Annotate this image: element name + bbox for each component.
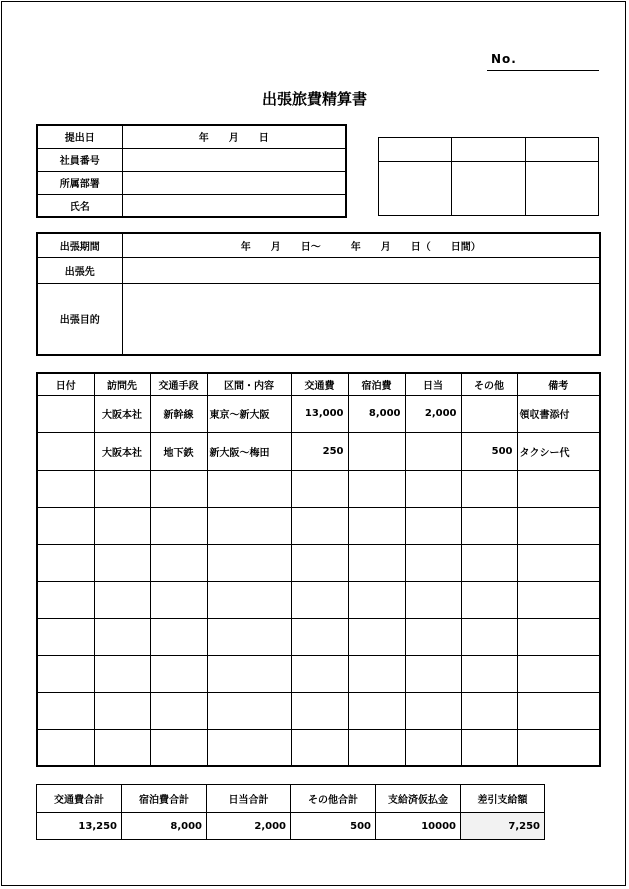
daily-cell[interactable] xyxy=(405,618,461,655)
table-row xyxy=(37,581,600,618)
section-cell[interactable] xyxy=(207,729,291,766)
total-other-value[interactable]: 500 xyxy=(291,813,376,840)
date-cell[interactable] xyxy=(37,507,94,544)
transport-cell[interactable] xyxy=(150,655,207,692)
visit-cell[interactable] xyxy=(94,507,150,544)
total-daily-value[interactable]: 2,000 xyxy=(207,813,291,840)
fare-cell[interactable] xyxy=(291,581,348,618)
other-cell[interactable] xyxy=(461,544,517,581)
daily-cell[interactable] xyxy=(405,729,461,766)
transport-cell[interactable] xyxy=(150,692,207,729)
fare-cell[interactable] xyxy=(291,729,348,766)
daily-cell[interactable] xyxy=(405,692,461,729)
note-cell[interactable] xyxy=(517,544,600,581)
employee-number-label: 社員番号 xyxy=(37,148,122,171)
daily-cell[interactable] xyxy=(405,544,461,581)
date-cell[interactable] xyxy=(37,432,94,470)
name-field[interactable] xyxy=(122,194,346,217)
trip-period-field[interactable]: 年 月 日～ 年 月 日（ 日間） xyxy=(122,233,600,257)
note-cell[interactable] xyxy=(517,507,600,544)
lodging-cell[interactable] xyxy=(348,655,405,692)
section-cell[interactable] xyxy=(207,544,291,581)
other-cell[interactable] xyxy=(461,729,517,766)
note-cell[interactable] xyxy=(517,618,600,655)
other-cell[interactable] xyxy=(461,470,517,507)
approval-header-cell xyxy=(379,138,452,162)
transport-cell[interactable]: 地下鉄 xyxy=(150,432,207,470)
daily-cell[interactable] xyxy=(405,507,461,544)
table-row xyxy=(37,432,600,470)
visit-cell[interactable] xyxy=(94,544,150,581)
column-header-transport: 交通手段 xyxy=(150,373,207,395)
visit-cell[interactable] xyxy=(94,655,150,692)
table-row xyxy=(37,507,600,544)
approval-header-cell xyxy=(452,138,525,162)
totals-value-row xyxy=(37,813,545,840)
transport-cell[interactable] xyxy=(150,544,207,581)
other-cell[interactable] xyxy=(461,395,517,432)
totals-table xyxy=(36,784,545,840)
daily-cell[interactable] xyxy=(405,432,461,470)
approval-stamp-table xyxy=(378,137,599,216)
employee-number-field[interactable] xyxy=(122,148,346,171)
other-cell[interactable] xyxy=(461,692,517,729)
totals-header-row xyxy=(37,785,545,813)
note-cell[interactable] xyxy=(517,729,600,766)
lodging-cell[interactable] xyxy=(348,692,405,729)
transport-cell[interactable] xyxy=(150,507,207,544)
trip-purpose-label: 出張目的 xyxy=(37,283,122,355)
date-cell[interactable] xyxy=(37,395,94,432)
table-row xyxy=(37,470,600,507)
table-row xyxy=(37,655,600,692)
advance-paid-value[interactable]: 10000 xyxy=(376,813,461,840)
fare-cell[interactable] xyxy=(291,655,348,692)
table-row xyxy=(37,692,600,729)
table-row xyxy=(37,729,600,766)
section-cell[interactable]: 東京～新大阪 xyxy=(207,395,291,432)
daily-cell[interactable] xyxy=(405,581,461,618)
document-number-label: No. xyxy=(491,52,517,66)
trip-period-label: 出張期間 xyxy=(37,233,122,257)
total-fare-label: 交通費合計 xyxy=(37,785,122,813)
lodging-cell[interactable] xyxy=(348,581,405,618)
column-header-section: 区間・内容 xyxy=(207,373,291,395)
lodging-cell[interactable] xyxy=(348,729,405,766)
submission-date-field[interactable]: 年 月 日 xyxy=(122,125,346,148)
column-header-visit: 訪問先 xyxy=(94,373,150,395)
date-cell[interactable] xyxy=(37,692,94,729)
visit-cell[interactable] xyxy=(94,581,150,618)
column-header-fare: 交通費 xyxy=(291,373,348,395)
fare-cell[interactable] xyxy=(291,618,348,655)
transport-cell[interactable] xyxy=(150,581,207,618)
visit-cell[interactable] xyxy=(94,618,150,655)
page-title: 出張旅費精算書 xyxy=(261,90,367,108)
trip-destination-label: 出張先 xyxy=(37,257,122,283)
table-row xyxy=(37,618,600,655)
name-label: 氏名 xyxy=(37,194,122,217)
department-label: 所属部署 xyxy=(37,171,122,194)
column-header-other: その他 xyxy=(461,373,517,395)
note-cell[interactable] xyxy=(517,581,600,618)
department-field[interactable] xyxy=(122,171,346,194)
expense-header-row xyxy=(37,373,600,395)
note-cell[interactable] xyxy=(517,655,600,692)
fare-cell[interactable]: 13,000 xyxy=(291,395,348,432)
lodging-cell[interactable] xyxy=(348,618,405,655)
submitter-table xyxy=(36,124,347,218)
other-cell[interactable] xyxy=(461,581,517,618)
total-other-label: その他合計 xyxy=(291,785,376,813)
date-cell[interactable] xyxy=(37,470,94,507)
total-daily-label: 日当合計 xyxy=(207,785,291,813)
net-payment-label: 差引支給額 xyxy=(461,785,545,813)
date-cell[interactable] xyxy=(37,581,94,618)
section-cell[interactable] xyxy=(207,581,291,618)
trip-destination-field[interactable] xyxy=(122,257,600,283)
section-cell[interactable] xyxy=(207,507,291,544)
approval-stamp-cell[interactable] xyxy=(452,162,525,216)
total-lodging-value[interactable]: 8,000 xyxy=(122,813,207,840)
date-cell[interactable] xyxy=(37,655,94,692)
date-cell[interactable] xyxy=(37,618,94,655)
column-header-date: 日付 xyxy=(37,373,94,395)
lodging-cell[interactable] xyxy=(348,507,405,544)
lodging-cell[interactable] xyxy=(348,470,405,507)
other-cell[interactable] xyxy=(461,507,517,544)
fare-cell[interactable] xyxy=(291,470,348,507)
other-cell[interactable] xyxy=(461,655,517,692)
other-cell[interactable] xyxy=(461,618,517,655)
daily-cell[interactable] xyxy=(405,470,461,507)
trip-info-table xyxy=(36,232,601,356)
visit-cell[interactable]: 大阪本社 xyxy=(94,395,150,432)
daily-cell[interactable]: 2,000 xyxy=(405,395,461,432)
approval-header-cell xyxy=(525,138,598,162)
total-lodging-label: 宿泊費合計 xyxy=(122,785,207,813)
column-header-lodging: 宿泊費 xyxy=(348,373,405,395)
transport-cell[interactable] xyxy=(150,729,207,766)
daily-cell[interactable] xyxy=(405,655,461,692)
lodging-cell[interactable] xyxy=(348,544,405,581)
visit-cell[interactable] xyxy=(94,470,150,507)
transport-cell[interactable]: 新幹線 xyxy=(150,395,207,432)
section-cell[interactable] xyxy=(207,692,291,729)
section-cell[interactable] xyxy=(207,470,291,507)
table-row xyxy=(37,395,600,432)
fare-cell[interactable] xyxy=(291,507,348,544)
note-cell[interactable] xyxy=(517,692,600,729)
visit-cell[interactable] xyxy=(94,692,150,729)
advance-paid-label: 支給済仮払金 xyxy=(376,785,461,813)
lodging-cell[interactable]: 8,000 xyxy=(348,395,405,432)
visit-cell[interactable] xyxy=(94,729,150,766)
table-row xyxy=(37,544,600,581)
date-cell[interactable] xyxy=(37,729,94,766)
transport-cell[interactable] xyxy=(150,618,207,655)
date-cell[interactable] xyxy=(37,544,94,581)
note-cell[interactable]: 領収書添付 xyxy=(517,395,600,432)
approval-stamp-cell[interactable] xyxy=(379,162,452,216)
expense-table xyxy=(36,372,601,767)
approval-stamp-cell[interactable] xyxy=(525,162,598,216)
trip-purpose-field[interactable] xyxy=(122,283,600,355)
column-header-note: 備考 xyxy=(517,373,600,395)
section-cell[interactable]: 新大阪～梅田 xyxy=(207,432,291,470)
section-cell[interactable] xyxy=(207,618,291,655)
submission-date-label: 提出日 xyxy=(37,125,122,148)
total-fare-value[interactable]: 13,250 xyxy=(37,813,122,840)
net-payment-value[interactable]: 7,250 xyxy=(461,813,545,840)
fare-cell[interactable] xyxy=(291,692,348,729)
fare-cell[interactable] xyxy=(291,544,348,581)
lodging-cell[interactable] xyxy=(348,432,405,470)
note-cell[interactable]: タクシー代 xyxy=(517,432,600,470)
other-cell[interactable]: 500 xyxy=(461,432,517,470)
section-cell[interactable] xyxy=(207,655,291,692)
transport-cell[interactable] xyxy=(150,470,207,507)
column-header-daily: 日当 xyxy=(405,373,461,395)
fare-cell[interactable]: 250 xyxy=(291,432,348,470)
document-number-field[interactable] xyxy=(487,70,599,71)
note-cell[interactable] xyxy=(517,470,600,507)
visit-cell[interactable]: 大阪本社 xyxy=(94,432,150,470)
